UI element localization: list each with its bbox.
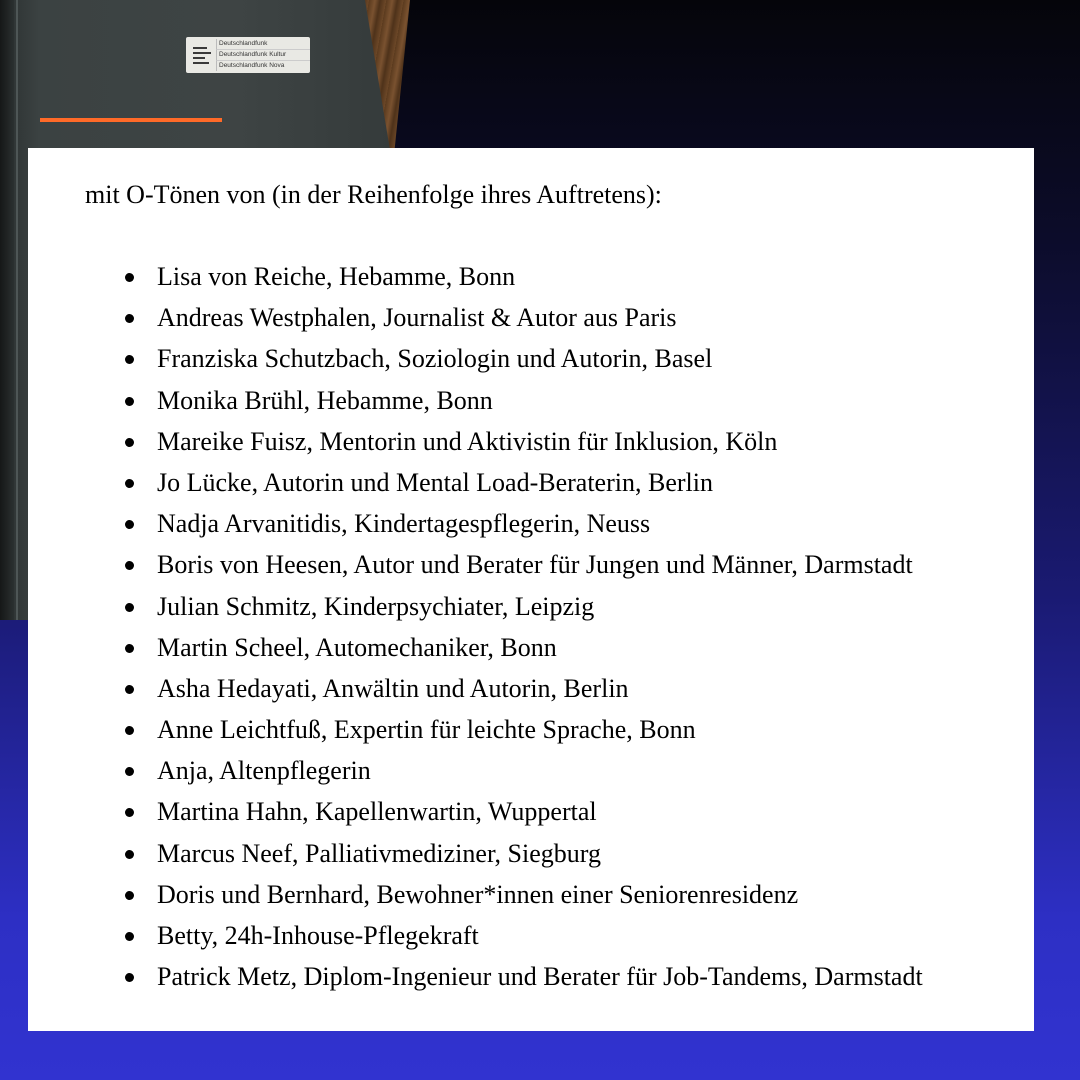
speaker-text: Lisa von Reiche, Hebamme, Bonn xyxy=(157,262,516,291)
speaker-text: Patrick Metz, Diplom-Ingenieur und Berater für Job-Tandems, Darmstadt xyxy=(157,962,923,992)
speaker-text: Nadja Arvanitidis, Kindertagespflegerin, Neuss xyxy=(157,509,651,539)
bullet-icon xyxy=(125,767,134,776)
speaker-text: Marcus Neef, Palliativmediziner, Siegburg xyxy=(157,838,601,868)
speaker-list xyxy=(85,256,1034,997)
speaker-text: Andreas Westphalen, Journalist & Autor aus Paris xyxy=(157,303,677,333)
bullet-icon xyxy=(125,438,134,447)
list-item xyxy=(85,256,1034,297)
list-item xyxy=(85,833,1034,874)
folder-edge xyxy=(0,0,14,620)
bullet-icon xyxy=(125,891,134,900)
list-item xyxy=(85,915,1034,956)
bullet-icon xyxy=(125,726,134,735)
bullet-icon xyxy=(125,397,134,406)
speaker-text: Jo Lücke, Autorin und Mental Load-Beraterin, Berlin xyxy=(157,467,713,497)
list-item xyxy=(85,627,1034,668)
speaker-text: Monika Brühl, Hebamme, Bonn xyxy=(157,385,493,415)
bullet-icon xyxy=(125,932,134,941)
speaker-text: Martina Hahn, Kapellenwartin, Wuppertal xyxy=(157,797,597,827)
speaker-text: Martin Scheel, Automechaniker, Bonn xyxy=(157,632,557,662)
orange-accent-bar xyxy=(40,118,222,122)
bullet-icon xyxy=(125,561,134,570)
list-item xyxy=(85,544,1034,585)
list-item xyxy=(85,791,1034,832)
bullet-icon xyxy=(125,479,134,488)
folder-fold-line xyxy=(16,0,18,620)
bullet-icon xyxy=(125,685,134,694)
speaker-text: Franziska Schutzbach, Soziologin und Autorin, Basel xyxy=(157,344,713,374)
bullet-icon xyxy=(125,355,134,364)
logo-name-dlf-nova: Deutschlandfunk Nova xyxy=(216,60,310,71)
list-item xyxy=(85,709,1034,750)
speaker-text: Anne Leichtfuß, Expertin für leichte Sprache, Bonn xyxy=(157,715,696,745)
list-item xyxy=(85,338,1034,379)
bullet-icon xyxy=(125,273,134,282)
logo-names xyxy=(216,37,310,73)
speaker-text: Asha Hedayati, Anwältin und Autorin, Berlin xyxy=(157,673,629,703)
logo-name-dlf: Deutschlandfunk xyxy=(216,39,310,49)
speaker-text: Mareike Fuisz, Mentorin und Aktivistin für Inklusion, Köln xyxy=(157,426,778,456)
bullet-icon xyxy=(125,314,134,323)
bullet-icon xyxy=(125,603,134,612)
list-item xyxy=(85,421,1034,462)
bullet-icon xyxy=(125,973,134,982)
logo-lines-icon xyxy=(186,37,216,73)
bullet-icon xyxy=(125,850,134,859)
bullet-icon xyxy=(125,808,134,817)
speaker-text: Julian Schmitz, Kinderpsychiater, Leipzig xyxy=(157,591,595,621)
list-item xyxy=(85,668,1034,709)
list-item xyxy=(85,874,1034,915)
speaker-text: Boris von Heesen, Autor und Berater für Jungen und Männer, Darmstadt xyxy=(157,550,913,580)
intro-text: mit O-Tönen von (in der Reihenfolge ihres Auftretens): xyxy=(85,180,662,209)
list-item xyxy=(85,750,1034,791)
list-item xyxy=(85,586,1034,627)
list-item xyxy=(85,503,1034,544)
document-card xyxy=(28,148,1034,1031)
speaker-text: Anja, Altenpflegerin xyxy=(157,756,371,786)
speaker-text: Doris und Bernhard, Bewohner*innen einer Seniorenresidenz xyxy=(157,879,799,909)
logo-name-dlf-kultur: Deutschlandfunk Kultur xyxy=(216,49,310,60)
bullet-icon xyxy=(125,520,134,529)
list-item xyxy=(85,297,1034,338)
speaker-text: Betty, 24h-Inhouse-Pflegekraft xyxy=(157,921,479,950)
list-item xyxy=(85,462,1034,503)
bullet-icon xyxy=(125,644,134,653)
list-item xyxy=(85,956,1034,997)
list-item xyxy=(85,380,1034,421)
broadcaster-logo xyxy=(186,37,310,73)
